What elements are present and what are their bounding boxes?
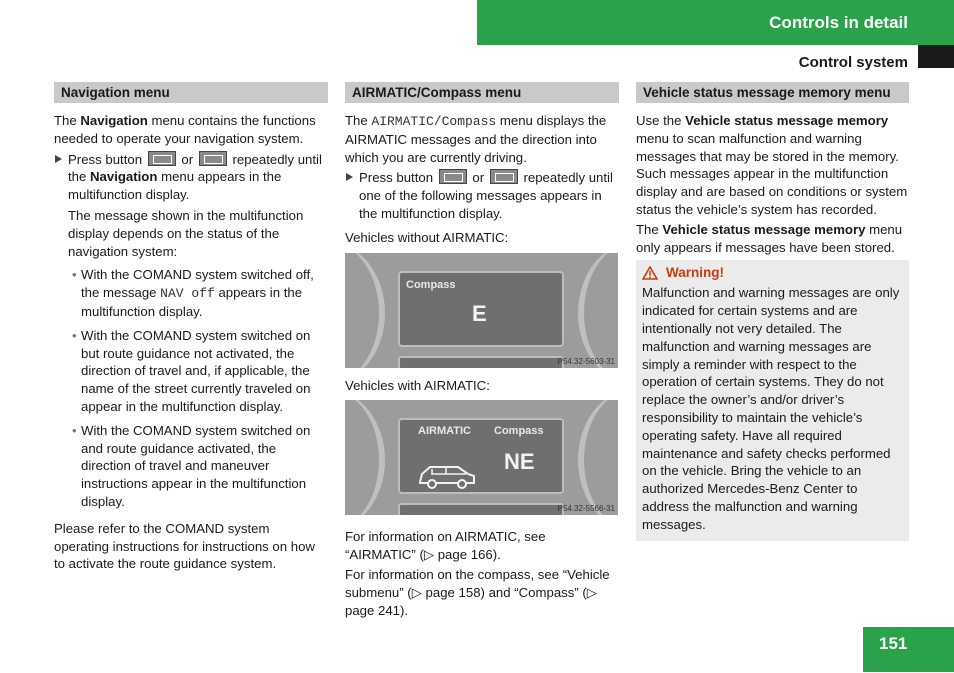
display-illustration-airmatic [345,400,618,515]
display-button-icon [199,151,227,166]
triangle-right-icon [346,173,353,181]
chapter-header [477,0,954,45]
display-button-icon [490,169,518,184]
warning-text: Malfunction and warning messages are only indicated for certain systems and are intentionally not very detailed. The malfunction and warning messages are simply a reminder with respect to the operation of certain systems. They do not replace the owner’s and/or driver’s responsibility to maintain the vehicle’s operating safety. Have all required maintenance and safety checks performed on the vehicle. Bring the vehicle to an authorized Mercedes-Benz Center to address the malfunction and warning messages. [642,285,900,532]
display-screen [398,271,564,347]
instruction-step: Press button or repeatedly until the Navigation menu appears in the multifunction display. [54,151,328,204]
car-icon [416,462,478,492]
bullet-icon: • [72,267,77,283]
compass-direction: NE [504,449,535,475]
display-label: AIRMATIC [418,425,471,438]
warning-triangle-icon [642,266,658,280]
paragraph: Vehicles without AIRMATIC: [345,229,509,245]
bullet-icon: • [72,327,77,343]
vehicle-status-section [636,82,909,541]
paragraph: Use the Vehicle status message memory menu to scan malfunction and warning messages that may be stored in the memory. Such messages appear in the multifunction display and are based on conditions or system status the vehicle’s system has recorded. [636,113,908,217]
display-screen [398,418,564,494]
paragraph: Vehicles with AIRMATIC: [345,377,490,393]
list-item: • With the COMAND system switched off, the message NAV off appears in the multifunction display. [72,267,314,319]
page-number: 151 [863,627,954,672]
bullet-icon: • [72,422,77,438]
paragraph: The Vehicle status message memory menu only appears if messages have been stored. [636,221,903,255]
instruction-step: Press button or repeatedly until one of the following messages appears in the multifunction display. [345,169,619,222]
chapter-title: Controls in detail [769,13,908,32]
section-heading: AIRMATIC/Compass menu [345,82,619,103]
paragraph: For information on the compass, see “Vehicle submenu” (▷ page 158) and “Compass” (▷ page 241). [345,566,610,618]
display-button-icon [439,169,467,184]
paragraph: Please refer to the COMAND system operating instructions for instructions on how to activate the route guidance system. [54,520,315,572]
triangle-right-icon [55,155,62,163]
list-item: • With the COMAND system switched on and route guidance activated, the direction of travel and maneuver instructions appear in the multifunction display. [72,422,311,509]
warning-box [636,260,909,540]
display-button-icon [148,151,176,166]
paragraph: The message shown in the multifunction display depends on the status of the navigation system: [68,207,304,259]
section-heading: Navigation menu [54,82,328,103]
image-code: P54.32-5566-31 [557,504,615,514]
thumb-tab [918,45,954,68]
airmatic-compass-section [345,82,619,621]
warning-heading: Warning! [642,263,903,282]
paragraph: The AIRMATIC/Compass menu displays the AIRMATIC messages and the direction into which you are currently driving. [345,113,607,165]
section-heading: Vehicle status message memory menu [636,82,909,103]
display-illustration-compass [345,253,618,368]
list-item: • With the COMAND system switched on but route guidance not activated, the direction of travel and, if applicable, the name of the street currently traveled on appear in the multifunction display. [72,327,311,414]
display-label: Compass [494,425,544,438]
image-code: P54.32-5603-31 [557,356,615,366]
section-subtitle: Control system [798,54,908,71]
compass-direction: E [472,300,487,326]
navigation-menu-section [54,82,328,575]
paragraph: For information on AIRMATIC, see “AIRMATIC” (▷ page 166). [345,529,546,563]
display-label: Compass [406,278,456,291]
paragraph: The Navigation menu contains the functions needed to operate your navigation system. [54,113,316,146]
